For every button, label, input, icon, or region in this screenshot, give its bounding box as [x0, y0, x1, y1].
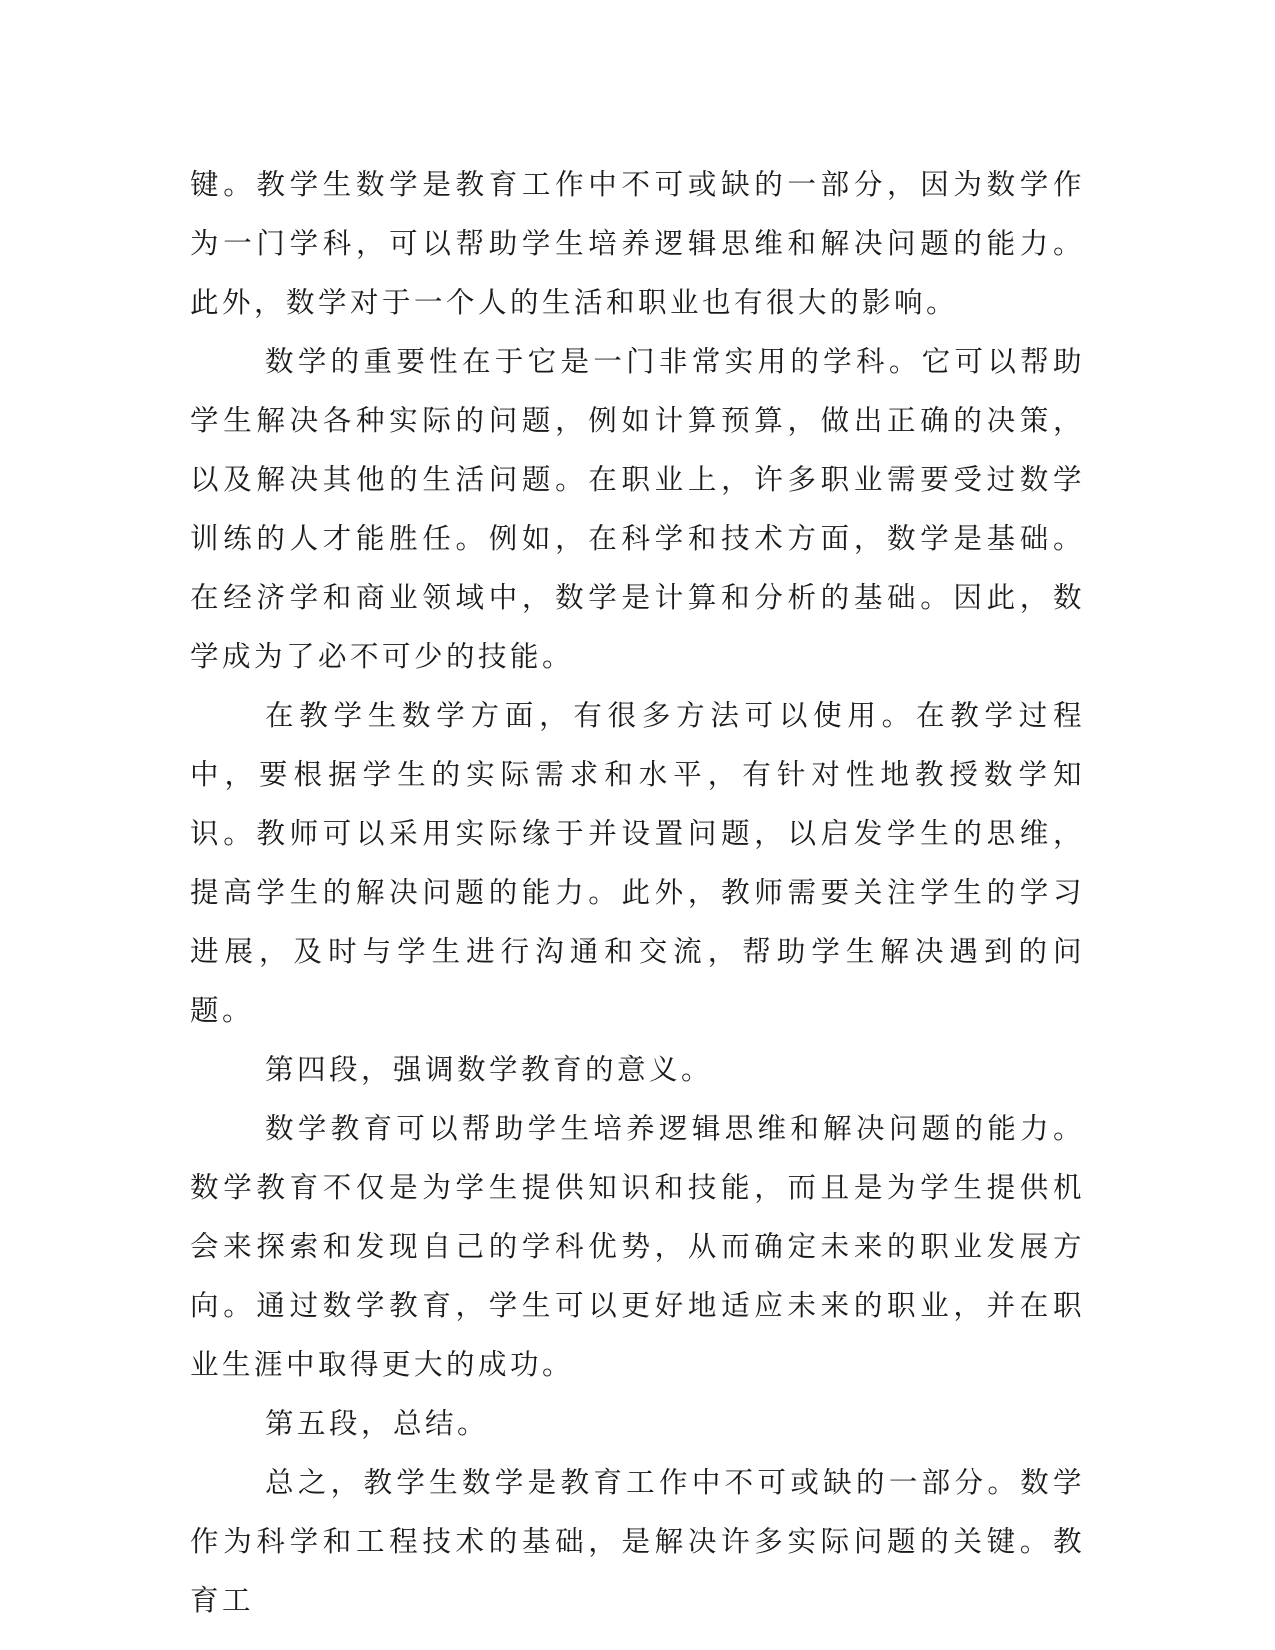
- paragraph-5: 数学教育可以帮助学生培养逻辑思维和解决问题的能力。数学教育不仅是为学生提供知识和技能，而且是为学生提供机会来探索和发现自己的学科优势，从而确定未来的职业发展方向。通过数学教育，学生可以更好地适应未来的职业，并在职业生涯中取得更大的成功。: [190, 1112, 1085, 1381]
- paragraph-2: 数学的重要性在于它是一门非常实用的学科。它可以帮助学生解决各种实际的问题，例如计算预算，做出正确的决策，以及解决其他的生活问题。在职业上，许多职业需要受过数学训练的人才能胜任。例如，在科学和技术方面，数学是基础。在经济学和商业领域中，数学是计算和分析的基础。因此，数学成为了必不可少的技能。: [190, 345, 1085, 673]
- section-heading-5: 第五段，总结。: [265, 1407, 490, 1440]
- paragraph-1: 键。教学生数学是教育工作中不可或缺的一部分，因为数学作为一门学科，可以帮助学生培养逻辑思维和解决问题的能力。此外，数学对于一个人的生活和职业也有很大的影响。: [190, 168, 1085, 319]
- body-text: [190, 155, 1085, 1630]
- paragraph-3: 在教学生数学方面，有很多方法可以使用。在教学过程中，要根据学生的实际需求和水平，有针对性地教授数学知识。教师可以采用实际缘于并设置问题，以启发学生的思维，提高学生的解决问题的能力。此外，教师需要关注学生的学习进展，及时与学生进行沟通和交流，帮助学生解决遇到的问题。: [190, 699, 1085, 1027]
- section-heading-4: 第四段，强调数学教育的意义。: [265, 1053, 714, 1086]
- paragraph-7: 总之，教学生数学是教育工作中不可或缺的一部分。数学作为科学和工程技术的基础，是解决许多实际问题的关键。教育工: [190, 1466, 1085, 1617]
